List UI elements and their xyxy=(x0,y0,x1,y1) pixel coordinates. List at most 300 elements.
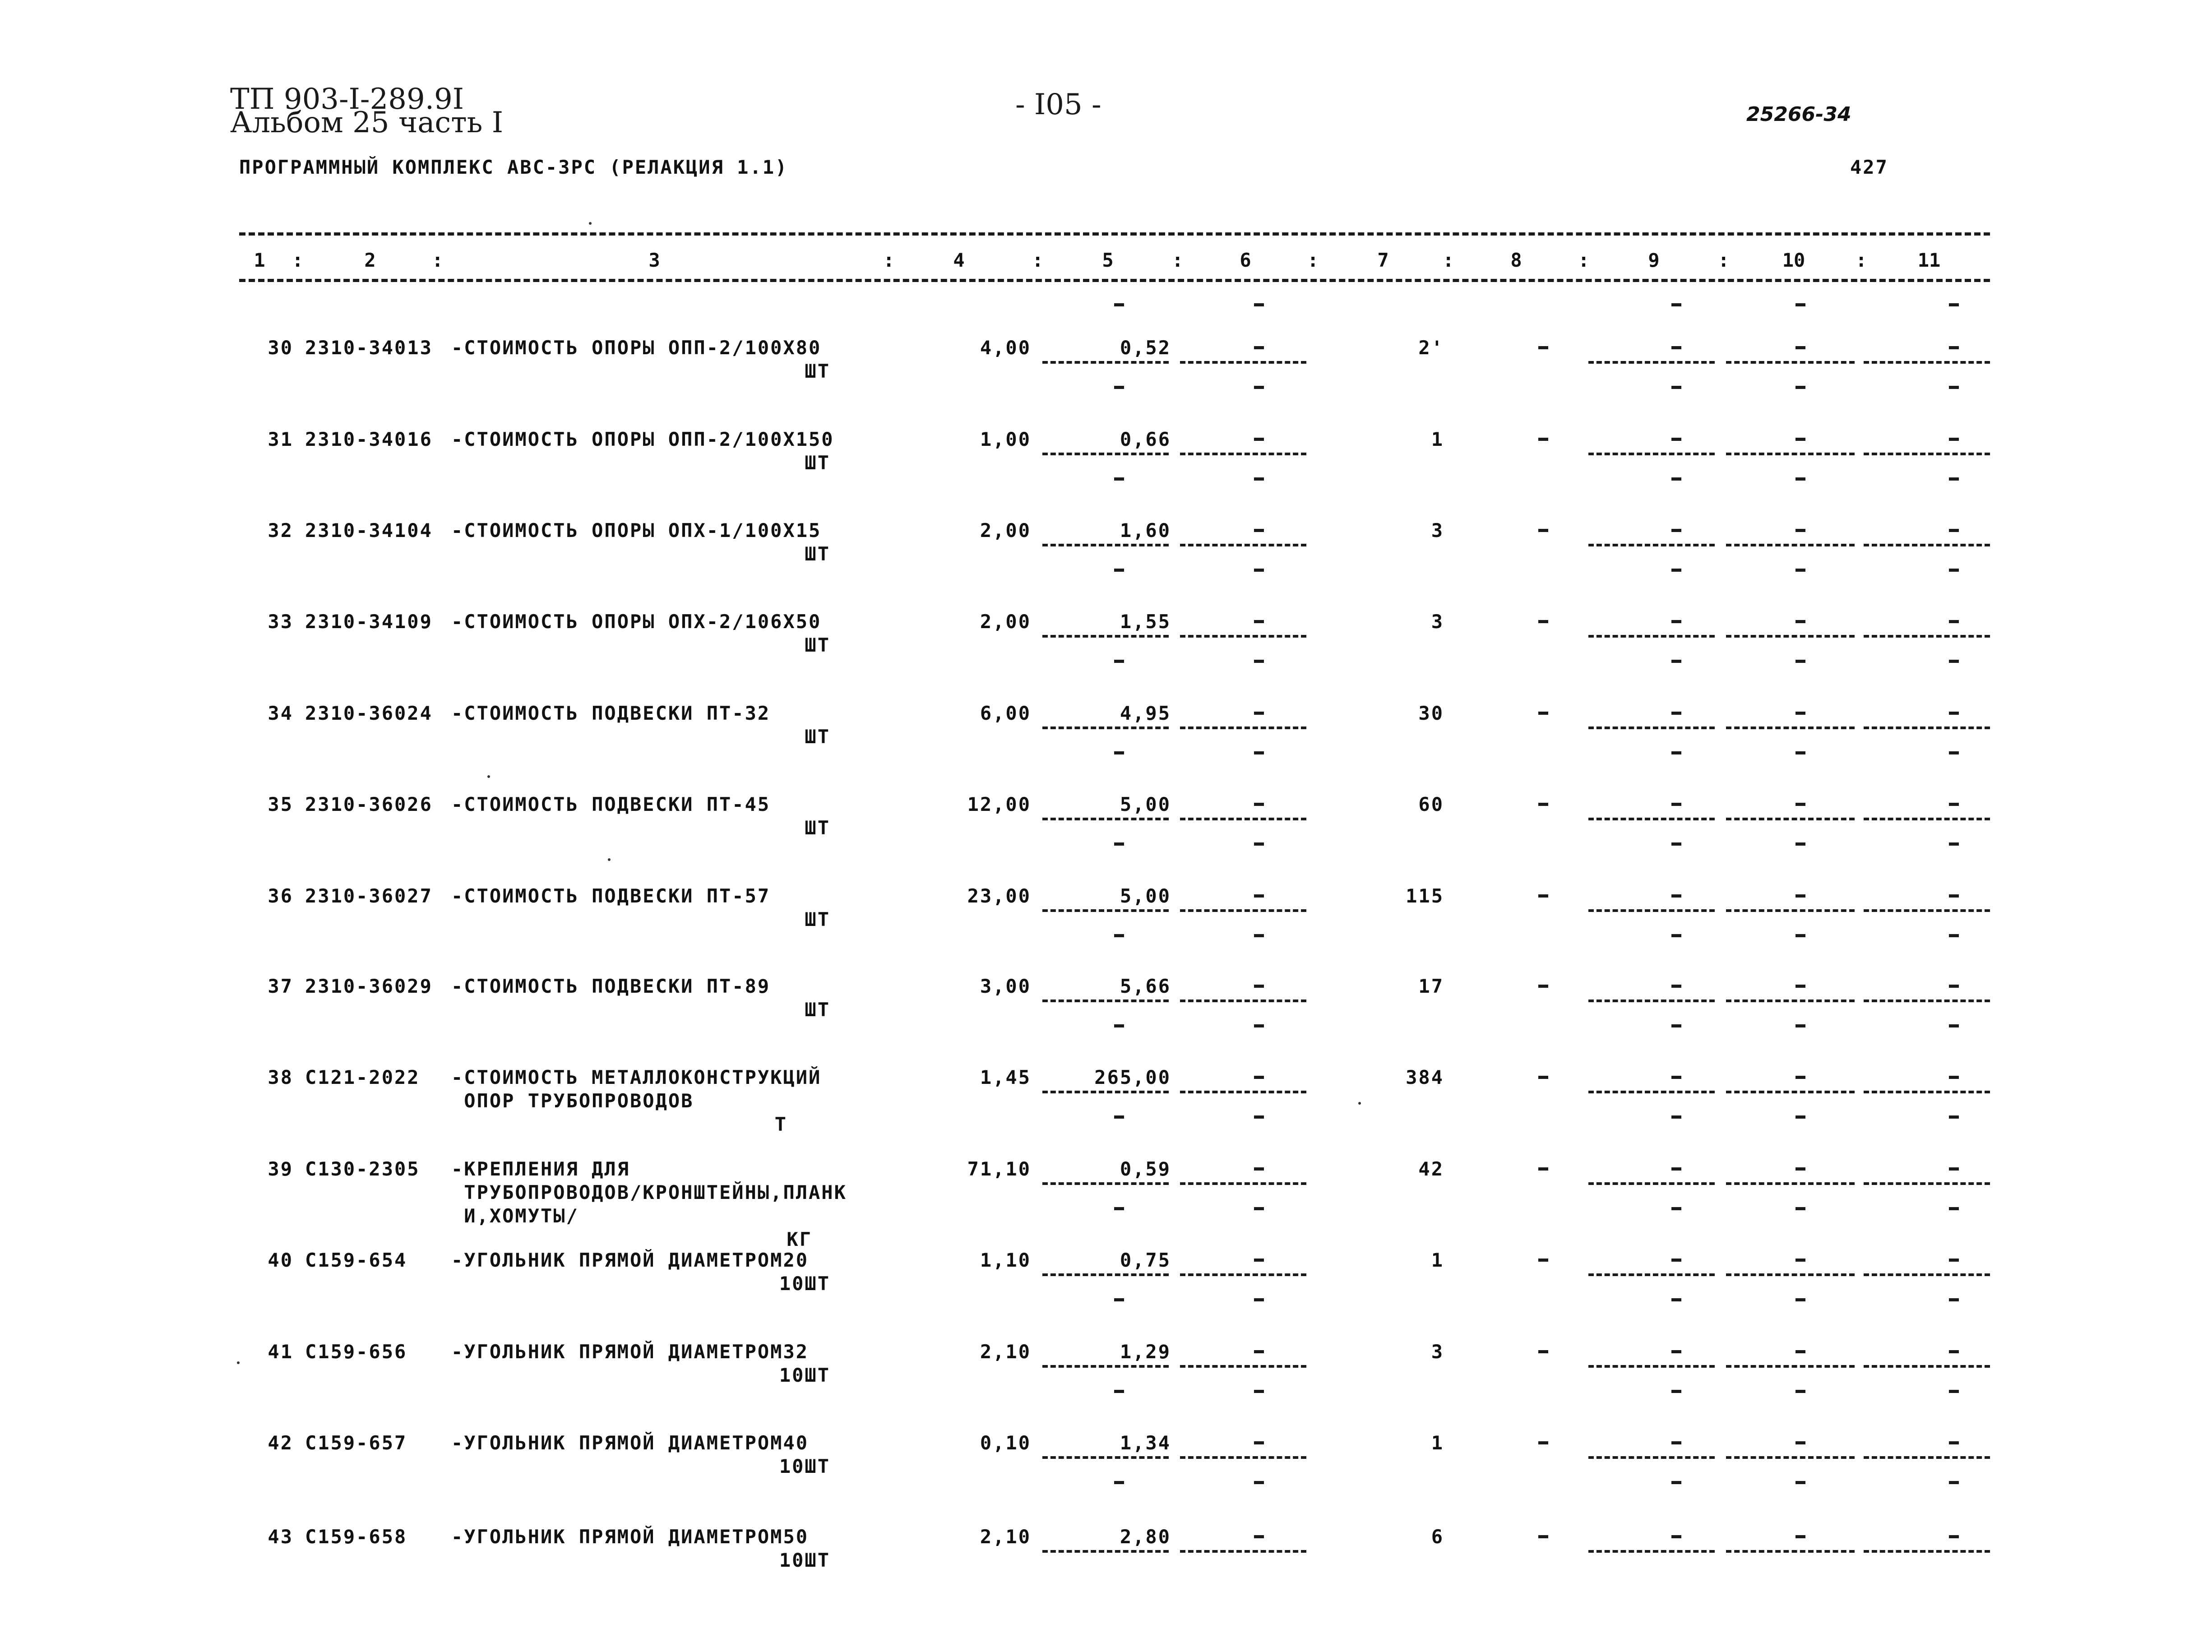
quantity-value: 1,45 xyxy=(980,1066,1031,1088)
quantity-value: 0,10 xyxy=(980,1432,1031,1454)
total-value: 42 xyxy=(1418,1158,1444,1180)
item-code: 2310-34104 xyxy=(305,519,433,541)
dash-mark xyxy=(1114,751,1124,754)
subtotal-rule xyxy=(1864,909,1990,912)
column-header-9: 9 xyxy=(1648,249,1660,271)
dash-mark xyxy=(1671,386,1681,389)
subtotal-rule xyxy=(1726,1550,1855,1553)
dash-mark xyxy=(1796,1259,1805,1262)
item-name: -УГОЛЬНИК ПРЯМОЙ ДИАМЕТРОМ50 xyxy=(451,1526,809,1548)
dash-mark xyxy=(1254,1535,1264,1538)
item-code: С130-2305 xyxy=(305,1158,420,1180)
subtotal-rule xyxy=(1726,453,1855,455)
dash-mark xyxy=(1254,985,1264,988)
column-separator: : xyxy=(883,249,895,271)
unit-price-value: 5,00 xyxy=(1120,793,1171,815)
column-header-2: 2 xyxy=(364,249,376,271)
subtotal-rule xyxy=(1864,361,1990,364)
item-name: -СТОИМОСТЬ ПОДВЕСКИ ПТ-89 xyxy=(451,975,771,997)
column-header-7: 7 xyxy=(1377,249,1389,271)
scan-speck xyxy=(487,775,490,778)
dash-mark xyxy=(1796,842,1805,846)
dash-mark xyxy=(1538,985,1548,988)
dash-mark xyxy=(1538,1076,1548,1079)
dash-mark xyxy=(1949,894,1959,898)
dash-mark xyxy=(1254,1259,1264,1262)
quantity-value: 3,00 xyxy=(980,975,1031,997)
column-separator: : xyxy=(1718,249,1730,271)
dash-mark xyxy=(1114,477,1124,481)
dash-mark xyxy=(1671,842,1681,846)
subtotal-rule xyxy=(1588,1091,1715,1093)
subtotal-rule xyxy=(1042,818,1169,820)
dash-mark xyxy=(1671,529,1681,532)
item-name: -СТОИМОСТЬ ПОДВЕСКИ ПТ-45 xyxy=(451,793,771,815)
total-value: 17 xyxy=(1418,975,1444,997)
unit-price-value: 1,60 xyxy=(1120,519,1171,541)
column-separator: : xyxy=(1856,249,1867,271)
unit-of-measure: ШТ xyxy=(805,360,830,382)
unit-of-measure: ШТ xyxy=(805,634,830,656)
dash-mark xyxy=(1949,842,1959,846)
dash-mark xyxy=(1538,1167,1548,1171)
dash-mark xyxy=(1671,1390,1681,1393)
dash-mark xyxy=(1949,1481,1959,1484)
dash-mark xyxy=(1671,1259,1681,1262)
subtotal-rule xyxy=(1042,361,1169,364)
sheet-number: 427 xyxy=(1850,156,1888,178)
row-number: 35 xyxy=(268,793,293,815)
dash-mark xyxy=(1254,803,1264,806)
quantity-value: 6,00 xyxy=(980,702,1031,724)
dash-mark xyxy=(1949,712,1959,715)
dash-mark xyxy=(1796,529,1805,532)
dash-mark xyxy=(1796,934,1805,937)
dash-mark xyxy=(1538,712,1548,715)
quantity-value: 12,00 xyxy=(967,793,1031,815)
dash-mark xyxy=(1796,569,1805,572)
dash-mark xyxy=(1671,1076,1681,1079)
dash-mark xyxy=(1949,1390,1959,1393)
row-number: 34 xyxy=(268,702,293,724)
dash-mark xyxy=(1949,1298,1959,1301)
dash-mark xyxy=(1671,1441,1681,1444)
column-separator: : xyxy=(1443,249,1454,271)
dash-mark xyxy=(1949,1024,1959,1027)
dash-mark xyxy=(1254,1024,1264,1027)
column-header-5: 5 xyxy=(1102,249,1114,271)
dash-mark xyxy=(1949,1167,1959,1171)
column-header-4: 4 xyxy=(953,249,965,271)
dash-mark xyxy=(1114,934,1124,937)
dash-mark xyxy=(1254,1350,1264,1353)
dash-mark xyxy=(1254,842,1264,846)
subtotal-rule xyxy=(1726,1365,1855,1368)
subtotal-rule xyxy=(1864,1000,1990,1002)
subtotal-rule xyxy=(1180,1365,1306,1368)
subtotal-rule xyxy=(1180,909,1306,912)
dash-mark xyxy=(1671,620,1681,623)
dash-mark xyxy=(1949,985,1959,988)
subtotal-rule xyxy=(1042,1182,1169,1185)
item-name: -СТОИМОСТЬ МЕТАЛЛОКОНСТРУКЦИЙ xyxy=(451,1066,822,1088)
subtotal-rule xyxy=(1180,1273,1306,1276)
scan-speck xyxy=(237,1361,240,1364)
dash-mark xyxy=(1671,1207,1681,1210)
dash-mark xyxy=(1796,1167,1805,1171)
subtotal-rule xyxy=(1042,1365,1169,1368)
document-code: ТП 903-I-289.9I xyxy=(230,83,464,116)
dash-mark xyxy=(1114,1481,1124,1484)
dash-mark xyxy=(1671,438,1681,441)
subtotal-rule xyxy=(1180,1000,1306,1002)
album-label: Альбом 25 часть I xyxy=(230,106,504,139)
item-code: С159-656 xyxy=(305,1341,407,1363)
total-value: 1 xyxy=(1431,1249,1444,1271)
column-separator: : xyxy=(1578,249,1590,271)
unit-of-measure: ШТ xyxy=(805,452,830,474)
unit-price-value: 0,66 xyxy=(1120,428,1171,450)
subtotal-rule xyxy=(1180,1456,1306,1459)
row-number: 38 xyxy=(268,1066,293,1088)
dash-mark xyxy=(1254,1390,1264,1393)
dash-mark xyxy=(1114,1390,1124,1393)
subtotal-rule xyxy=(1042,727,1169,729)
subtotal-rule xyxy=(1180,361,1306,364)
item-code: 2310-36024 xyxy=(305,702,433,724)
dash-mark xyxy=(1796,1298,1805,1301)
dash-mark xyxy=(1671,1115,1681,1119)
subtotal-rule xyxy=(1864,1091,1990,1093)
dash-mark xyxy=(1671,712,1681,715)
dash-mark xyxy=(1671,477,1681,481)
dash-mark xyxy=(1114,842,1124,846)
unit-price-value: 4,95 xyxy=(1120,702,1171,724)
subtotal-rule xyxy=(1042,1550,1169,1553)
quantity-value: 2,00 xyxy=(980,611,1031,633)
unit-price-value: 1,34 xyxy=(1120,1432,1171,1454)
dash-mark xyxy=(1254,346,1264,349)
dash-mark xyxy=(1671,985,1681,988)
dash-mark xyxy=(1114,1207,1124,1210)
total-value: 1 xyxy=(1431,428,1444,450)
dash-mark xyxy=(1671,1481,1681,1484)
item-name: -УГОЛЬНИК ПРЯМОЙ ДИАМЕТРОМ32 xyxy=(451,1341,809,1363)
dash-mark xyxy=(1671,1298,1681,1301)
dash-mark xyxy=(1538,894,1548,898)
total-value: 115 xyxy=(1406,885,1444,907)
unit-price-value: 0,59 xyxy=(1120,1158,1171,1180)
program-title: ПРОГРАММНЫЙ КОМПЛЕКС АВС-ЗРС (РЕЛАКЦИЯ 1.1) xyxy=(239,156,788,178)
dash-mark xyxy=(1254,1207,1264,1210)
dash-mark xyxy=(1254,934,1264,937)
dash-mark xyxy=(1254,751,1264,754)
subtotal-rule xyxy=(1588,818,1715,820)
row-number: 32 xyxy=(268,519,293,541)
subtotal-rule xyxy=(1588,727,1715,729)
subtotal-rule xyxy=(1042,1091,1169,1093)
subtotal-rule xyxy=(1864,453,1990,455)
dash-mark xyxy=(1949,660,1959,663)
subtotal-rule xyxy=(1180,544,1306,546)
subtotal-rule xyxy=(1180,1550,1306,1553)
subtotal-rule xyxy=(1864,1182,1990,1185)
dash-mark xyxy=(1254,1481,1264,1484)
unit-price-value: 1,55 xyxy=(1120,611,1171,633)
quantity-value: 1,00 xyxy=(980,428,1031,450)
item-name: ТРУБОПРОВОДОВ/КРОНШТЕЙНЫ,ПЛАНК xyxy=(451,1181,847,1203)
dash-mark xyxy=(1254,894,1264,898)
unit-of-measure: 10ШТ xyxy=(779,1364,830,1386)
subtotal-rule xyxy=(1180,727,1306,729)
dash-mark xyxy=(1114,660,1124,663)
dash-mark xyxy=(1254,660,1264,663)
quantity-value: 23,00 xyxy=(967,885,1031,907)
subtotal-rule xyxy=(1042,544,1169,546)
total-value: 3 xyxy=(1431,1341,1444,1363)
dash-mark xyxy=(1254,1076,1264,1079)
dash-mark xyxy=(1114,303,1124,306)
dash-mark xyxy=(1114,1298,1124,1301)
row-number: 31 xyxy=(268,428,293,450)
dash-mark xyxy=(1538,1259,1548,1262)
item-name: И,ХОМУТЫ/ xyxy=(451,1205,579,1227)
dash-mark xyxy=(1254,1441,1264,1444)
subtotal-rule xyxy=(1042,453,1169,455)
unit-of-measure: КГ xyxy=(787,1228,812,1250)
dash-mark xyxy=(1796,1390,1805,1393)
item-name: -СТОИМОСТЬ ОПОРЫ ОПП-2/100Х150 xyxy=(451,428,834,450)
row-number: 30 xyxy=(268,337,293,359)
item-code: С159-658 xyxy=(305,1526,407,1548)
dash-mark xyxy=(1796,894,1805,898)
column-separator: : xyxy=(1172,249,1184,271)
dash-mark xyxy=(1796,303,1805,306)
dash-mark xyxy=(1538,1350,1548,1353)
dash-mark xyxy=(1949,1207,1959,1210)
row-number: 39 xyxy=(268,1158,293,1180)
subtotal-rule xyxy=(1180,635,1306,638)
dash-mark xyxy=(1671,751,1681,754)
quantity-value: 2,00 xyxy=(980,519,1031,541)
quantity-value: 1,10 xyxy=(980,1249,1031,1271)
subtotal-rule xyxy=(1726,544,1855,546)
page-number: - I05 - xyxy=(1015,88,1101,121)
item-name: ОПОР ТРУБОПРОВОДОВ xyxy=(451,1090,694,1112)
dash-mark xyxy=(1671,346,1681,349)
column-header-8: 8 xyxy=(1510,249,1522,271)
row-number: 33 xyxy=(268,611,293,633)
dash-mark xyxy=(1254,438,1264,441)
subtotal-rule xyxy=(1588,635,1715,638)
dash-mark xyxy=(1254,303,1264,306)
subtotal-rule xyxy=(1726,1273,1855,1276)
item-code: С121-2022 xyxy=(305,1066,420,1088)
item-name: -УГОЛЬНИК ПРЯМОЙ ДИАМЕТРОМ40 xyxy=(451,1432,809,1454)
subtotal-rule xyxy=(1864,635,1990,638)
item-code: 2310-34013 xyxy=(305,337,433,359)
column-separator: : xyxy=(292,249,304,271)
dash-mark xyxy=(1671,569,1681,572)
item-name: -СТОИМОСТЬ ОПОРЫ ОПХ-2/106Х50 xyxy=(451,611,822,633)
item-code: 2310-36026 xyxy=(305,793,433,815)
total-value: 60 xyxy=(1418,793,1444,815)
item-name: -СТОИМОСТЬ ПОДВЕСКИ ПТ-57 xyxy=(451,885,771,907)
subtotal-rule xyxy=(1588,1000,1715,1002)
subtotal-rule xyxy=(1042,1000,1169,1002)
subtotal-rule xyxy=(1864,818,1990,820)
dash-mark xyxy=(1949,346,1959,349)
row-number: 37 xyxy=(268,975,293,997)
dash-mark xyxy=(1949,934,1959,937)
dash-mark xyxy=(1114,386,1124,389)
dash-mark xyxy=(1254,1298,1264,1301)
dash-mark xyxy=(1949,803,1959,806)
dash-mark xyxy=(1538,620,1548,623)
dash-mark xyxy=(1796,803,1805,806)
dash-mark xyxy=(1796,1207,1805,1210)
item-code: С159-657 xyxy=(305,1432,407,1454)
dash-mark xyxy=(1796,346,1805,349)
quantity-value: 71,10 xyxy=(967,1158,1031,1180)
dash-mark xyxy=(1949,1441,1959,1444)
column-header-1: 1 xyxy=(254,249,265,271)
subtotal-rule xyxy=(1864,1456,1990,1459)
unit-of-measure: 10ШТ xyxy=(779,1273,830,1295)
dash-mark xyxy=(1254,477,1264,481)
unit-price-value: 5,66 xyxy=(1120,975,1171,997)
quantity-value: 2,10 xyxy=(980,1526,1031,1548)
subtotal-rule xyxy=(1588,1365,1715,1368)
item-name: -СТОИМОСТЬ ПОДВЕСКИ ПТ-32 xyxy=(451,702,771,724)
item-code: 2310-36029 xyxy=(305,975,433,997)
subtotal-rule xyxy=(1588,1456,1715,1459)
row-number: 40 xyxy=(268,1249,293,1271)
dash-mark xyxy=(1538,803,1548,806)
unit-price-value: 1,29 xyxy=(1120,1341,1171,1363)
dash-mark xyxy=(1949,529,1959,532)
dash-mark xyxy=(1796,1481,1805,1484)
quantity-value: 4,00 xyxy=(980,337,1031,359)
unit-of-measure: ШТ xyxy=(805,999,830,1021)
dash-mark xyxy=(1254,620,1264,623)
column-separator: : xyxy=(1307,249,1319,271)
item-code: 2310-34109 xyxy=(305,611,433,633)
dash-mark xyxy=(1949,620,1959,623)
dash-mark xyxy=(1949,751,1959,754)
subtotal-rule xyxy=(1726,1182,1855,1185)
subtotal-rule xyxy=(1042,1456,1169,1459)
unit-of-measure: ШТ xyxy=(805,908,830,930)
unit-of-measure: ШТ xyxy=(805,726,830,748)
total-value: 3 xyxy=(1431,519,1444,541)
row-number: 43 xyxy=(268,1526,293,1548)
dash-mark xyxy=(1949,569,1959,572)
dash-mark xyxy=(1949,1115,1959,1119)
dash-mark xyxy=(1949,1350,1959,1353)
unit-of-measure: ШТ xyxy=(805,543,830,565)
subtotal-rule xyxy=(1726,1000,1855,1002)
dash-mark xyxy=(1949,386,1959,389)
dash-mark xyxy=(1949,303,1959,306)
column-separator: : xyxy=(432,249,444,271)
dash-mark xyxy=(1114,1115,1124,1119)
dash-mark xyxy=(1254,1167,1264,1171)
dash-mark xyxy=(1254,529,1264,532)
total-value: 30 xyxy=(1418,702,1444,724)
subtotal-rule xyxy=(1726,1456,1855,1459)
unit-price-value: 2,80 xyxy=(1120,1526,1171,1548)
item-name: -СТОИМОСТЬ ОПОРЫ ОПП-2/100Х80 xyxy=(451,337,822,359)
dash-mark xyxy=(1114,1024,1124,1027)
scan-speck xyxy=(589,222,592,225)
subtotal-rule xyxy=(1864,1365,1990,1368)
dash-mark xyxy=(1796,712,1805,715)
dash-mark xyxy=(1254,386,1264,389)
dash-mark xyxy=(1538,1535,1548,1538)
unit-of-measure: Т xyxy=(774,1113,787,1135)
dash-mark xyxy=(1796,1350,1805,1353)
total-value: 3 xyxy=(1431,611,1444,633)
dash-mark xyxy=(1796,660,1805,663)
inventory-number: 25266-34 xyxy=(1746,103,1851,126)
dash-mark xyxy=(1949,1076,1959,1079)
subtotal-rule xyxy=(1726,909,1855,912)
column-separator: : xyxy=(1032,249,1044,271)
dash-mark xyxy=(1254,1115,1264,1119)
dash-mark xyxy=(1796,1024,1805,1027)
header-bottom-rule xyxy=(239,279,1990,282)
row-number: 36 xyxy=(268,885,293,907)
dash-mark xyxy=(1538,1441,1548,1444)
subtotal-rule xyxy=(1588,909,1715,912)
dash-mark xyxy=(1671,303,1681,306)
subtotal-rule xyxy=(1042,909,1169,912)
subtotal-rule xyxy=(1180,453,1306,455)
item-code: 2310-34016 xyxy=(305,428,433,450)
subtotal-rule xyxy=(1042,635,1169,638)
subtotal-rule xyxy=(1726,635,1855,638)
column-header-6: 6 xyxy=(1240,249,1251,271)
subtotal-rule xyxy=(1588,544,1715,546)
unit-of-measure: 10ШТ xyxy=(779,1455,830,1477)
subtotal-rule xyxy=(1864,544,1990,546)
dash-mark xyxy=(1949,1259,1959,1262)
dash-mark xyxy=(1796,985,1805,988)
dash-mark xyxy=(1796,386,1805,389)
item-code: С159-654 xyxy=(305,1249,407,1271)
dash-mark xyxy=(1949,1535,1959,1538)
unit-price-value: 0,52 xyxy=(1120,337,1171,359)
total-value: 2' xyxy=(1418,337,1444,359)
dash-mark xyxy=(1671,660,1681,663)
dash-mark xyxy=(1671,894,1681,898)
column-header-11: 11 xyxy=(1917,249,1941,271)
subtotal-rule xyxy=(1588,1273,1715,1276)
subtotal-rule xyxy=(1180,1091,1306,1093)
subtotal-rule xyxy=(1180,818,1306,820)
item-code: 2310-36027 xyxy=(305,885,433,907)
subtotal-rule xyxy=(1726,818,1855,820)
subtotal-rule xyxy=(1588,1182,1715,1185)
dash-mark xyxy=(1796,620,1805,623)
subtotal-rule xyxy=(1180,1182,1306,1185)
unit-of-measure: 10ШТ xyxy=(779,1549,830,1571)
dash-mark xyxy=(1538,438,1548,441)
dash-mark xyxy=(1949,477,1959,481)
subtotal-rule xyxy=(1864,1273,1990,1276)
subtotal-rule xyxy=(1726,361,1855,364)
